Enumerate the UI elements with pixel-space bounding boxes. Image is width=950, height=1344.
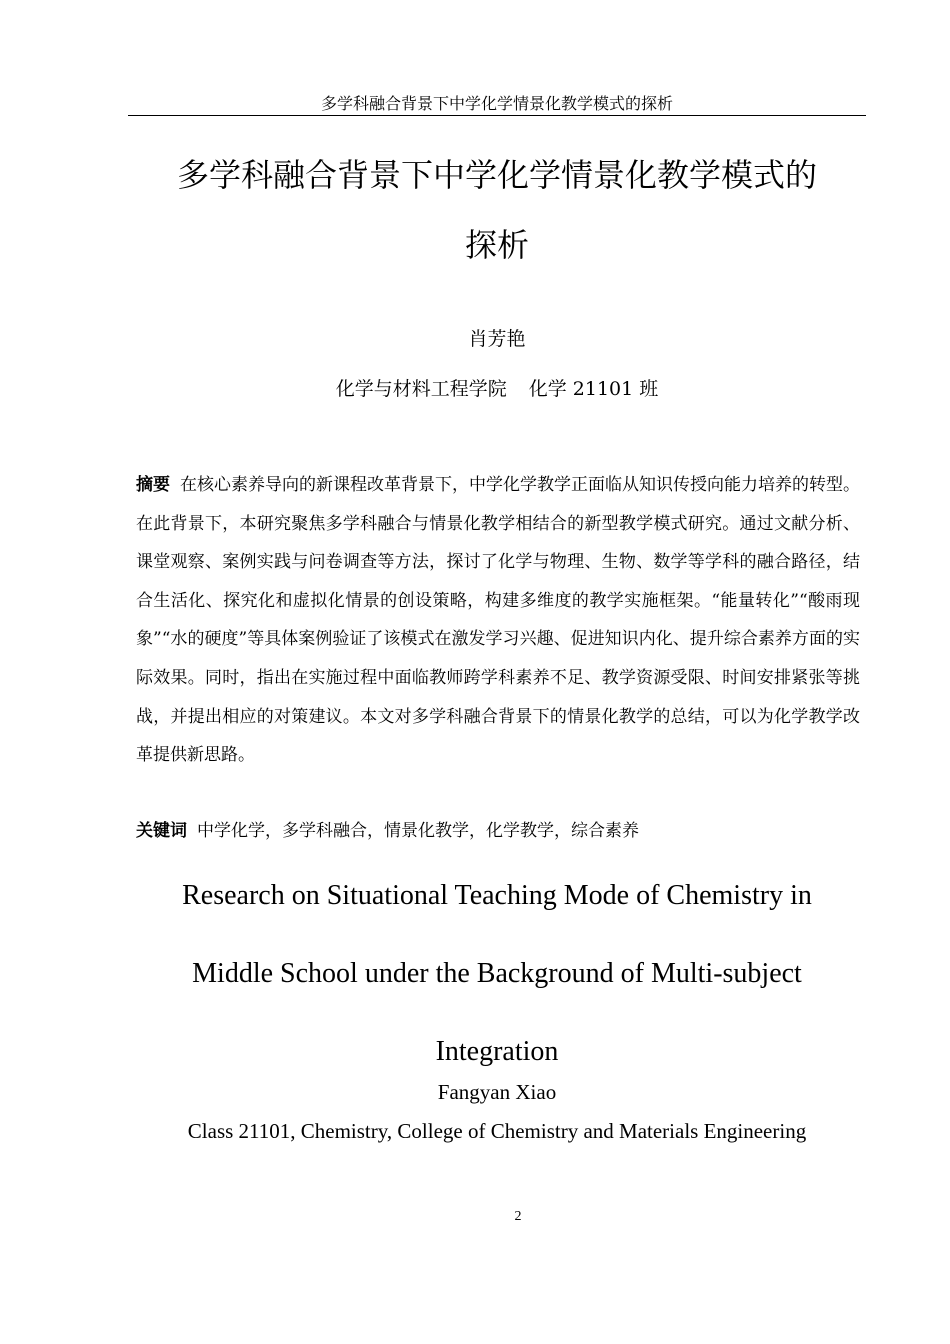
- chinese-author: 肖芳艳: [468, 328, 526, 350]
- page-number: 2: [514, 1209, 522, 1224]
- chinese-abstract: [136, 466, 860, 775]
- abstract-label: 摘要: [136, 475, 170, 495]
- english-affiliation: Class 21101, Chemistry, College of Chemistry and Materials Engineering: [187, 1119, 807, 1143]
- keywords-text: 中学化学，多学科融合，情景化教学，化学教学，综合素养: [197, 821, 639, 841]
- english-title-line-3: Integration: [435, 1036, 559, 1067]
- english-title: [128, 857, 866, 1091]
- chinese-title-line-2: 探析: [464, 226, 529, 264]
- keywords-label: 关键词: [136, 821, 187, 841]
- chinese-title: [128, 140, 866, 280]
- english-title-line-1: Research on Situational Teaching Mode of Chemistry in: [182, 880, 812, 911]
- english-author: Fangyan Xiao: [437, 1080, 557, 1104]
- chinese-affiliation: [128, 375, 866, 403]
- chinese-keywords: [136, 813, 860, 849]
- running-header: 多学科融合背景下中学化学情景化教学模式的探析: [320, 94, 673, 113]
- english-title-line-2: Middle School under the Background of Multi-subject: [192, 958, 802, 989]
- abstract-text: 在核心素养导向的新课程改革背景下，中学化学教学正面临从知识传授向能力培养的转型。在此背景下，本研究聚焦多学科融合与情景化教学相结合的新型教学模式研究。通过文献分析、课堂观察、案例实践与问卷调查等方法，探讨了化学与物理、生物、数学等学科的融合路径，结合生活化、探究化和虚拟化情景的创设策略，构建多维度的教学实施框架。“能量转化”“酸雨现象”“水的硬度”等具体案例验证了该模式在激发学习兴趣、促进知识内化、提升综合素养方面的实际效果。同时，指出在实施过程中面临教师跨学科素养不足、教学资源受限、时间安排紧张等挑战，并提出相应的对策建议。本文对多学科融合背景下的情景化教学的总结，可以为化学教学改革提供新思路。: [136, 475, 860, 766]
- chinese-affiliation-class: 化学 21101 班: [528, 378, 659, 400]
- header-rule: [128, 115, 866, 116]
- chinese-title-line-1: 多学科融合背景下中学化学情景化教学模式的: [176, 156, 817, 194]
- chinese-affiliation-school: 化学与材料工程学院: [335, 378, 507, 400]
